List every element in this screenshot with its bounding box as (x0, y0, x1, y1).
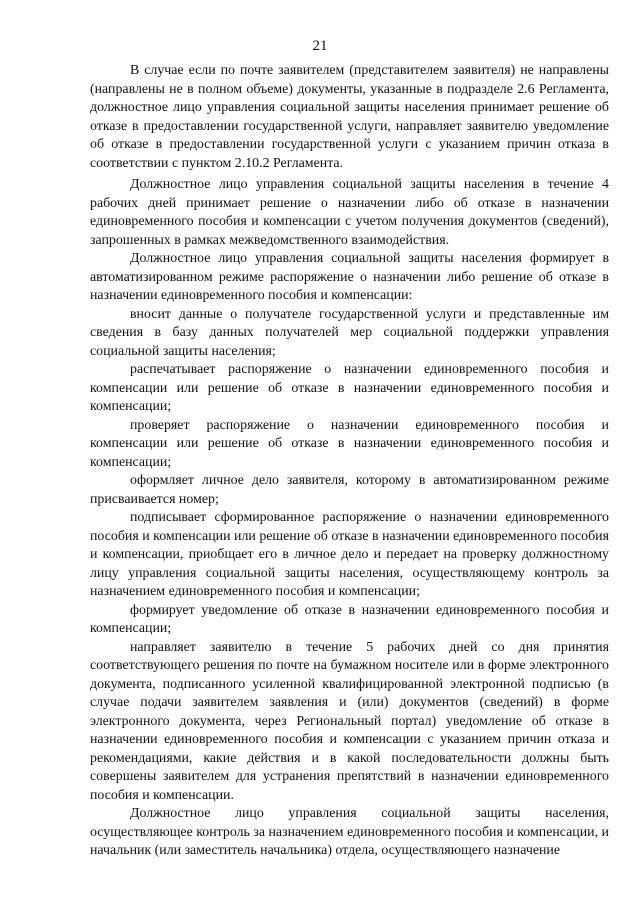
paragraph-signs-order: подписывает сформированное распоряжение о назначении единовременного пособия и компенсации или решение об отказе в назначении единовременного пособия и компенсации, приобщает его в личное дело и передает на проверку должностному лицу управления социальной защиты населения, осуществляющему контроль за назначением единовременного пособия и компенсации; (90, 510, 609, 599)
paragraph-control-official: Должностное лицо управления социальной защиты населения, осуществляющее контроль за назначением единовременного пособия и компенсации, и начальник (или заместитель начальника) отдела, осуществляющего назначение (90, 806, 609, 858)
paragraph-refusal-incomplete-documents: В случае если по почте заявителем (представителем заявителя) не направлены (направлены не в полном объеме) документы, указанные в подразделе 2.6 Регламента, должностное лицо управления социальной защиты населения принимает решение об отказе в предоставлении государственной услуги, направляет заявителю уведомление об отказе в предоставлении государственной услуги с указанием причин отказа в соответствии с пунктом 2.10.2 Регламента. (90, 63, 609, 171)
page-number: 21 (312, 38, 328, 54)
paragraph-forms-order: Должностное лицо управления социальной защиты населения формирует в автоматизированном режиме распоряжение о назначении либо решение об отказе в назначении единовременного пособия и компенсации: (90, 251, 609, 303)
paragraph-forms-notice: формирует уведомление об отказе в назначении единовременного пособия и компенсации; (90, 602, 609, 636)
paragraph-personal-file: оформляет личное дело заявителя, которому в автоматизированном режиме присваивается номер; (90, 473, 609, 507)
paragraph-checks-order: проверяет распоряжение о назначении единовременного пособия и компенсации или решение об отказе в назначении единовременного пособия и компенсации; (90, 417, 609, 470)
document-body (90, 62, 609, 861)
paragraph-sends-notice: направляет заявителю в течение 5 рабочих дней со дня принятия соответствующего решения по почте на бумажном носителе или в форме электронного документа, подписанного усиленной квалифицированной электронной подписью (в случае подачи заявителем заявления и (или) документов (сведений) в форме электронного документа, через Региональный портал) уведомление об отказе в назначении единовременного пособия и компенсации с указанием причин отказа и рекомендациями, какие действия и в какой последовательности должны быть совершены заявителем для устранения препятствий в назначении единовременного пособия и компенсации. (90, 639, 609, 803)
paragraph-decision-4-days: Должностное лицо управления социальной защиты населения в течение 4 рабочих дней принимает решение о назначении либо об отказе в назначении единовременного пособия и компенсации с учетом получения документов (сведений), запрошенных в рамках межведомственного взаимодействия. (90, 177, 609, 248)
paragraph-prints-order: распечатывает распоряжение о назначении единовременного пособия и компенсации или решение об отказе в назначении единовременного пособия и компенсации; (90, 362, 609, 414)
paragraph-enters-data: вносит данные о получателе государственной услуги и представленные им сведения в базу данных получателей мер социальной поддержки управления социальной защиты населения; (90, 306, 609, 359)
